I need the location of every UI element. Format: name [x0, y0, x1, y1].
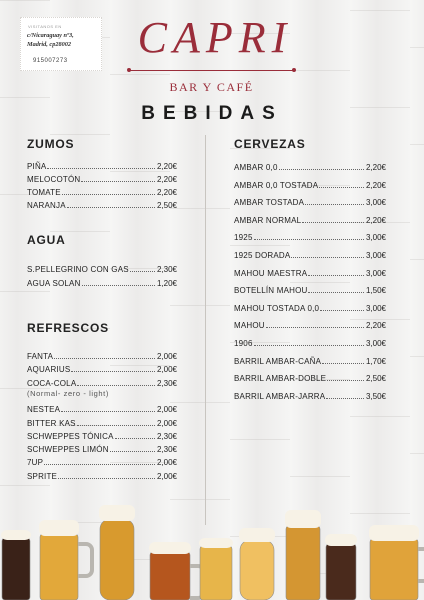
item-price: 2,20€ — [365, 180, 386, 190]
page-title: BEBIDAS — [141, 103, 283, 124]
beer-glasses-row — [0, 500, 424, 600]
item-name: AMBAR 0,0 — [234, 163, 278, 172]
menu-item — [27, 470, 177, 481]
beer-foam — [325, 534, 357, 546]
wood-grain — [170, 305, 230, 306]
phone-number: 915007273 — [33, 58, 68, 64]
item-name: NESTEA — [27, 405, 61, 415]
item-name: MELOCOTÓN — [27, 175, 81, 184]
item-price: 2,20€ — [365, 163, 386, 172]
menu-item — [234, 302, 386, 313]
item-price: 2,30€ — [156, 378, 177, 388]
dot-leader — [47, 168, 154, 169]
item-name: 7UP — [27, 458, 44, 468]
wood-grain — [350, 10, 410, 11]
wood-grain — [350, 416, 410, 417]
dot-leader — [61, 411, 155, 412]
wood-grain — [410, 144, 424, 145]
menu-item — [27, 456, 177, 467]
menu-item — [27, 417, 177, 428]
item-price: 2,20€ — [156, 188, 177, 197]
dot-leader — [77, 425, 155, 426]
address — [27, 31, 74, 49]
wood-grain — [290, 476, 350, 477]
item-name: PIÑA — [27, 162, 47, 171]
dot-leader — [71, 371, 155, 372]
item-name: AMBAR NORMAL — [234, 215, 302, 225]
dot-leader — [320, 310, 364, 311]
item-name: BOTELLÍN MAHOU — [234, 286, 308, 296]
item-price: 2,30€ — [156, 445, 177, 455]
menu-item — [27, 186, 177, 197]
wood-grain — [230, 439, 290, 440]
address-stamp — [20, 17, 102, 71]
brand-underline — [130, 70, 293, 71]
item-price: 2,50€ — [156, 201, 177, 210]
menu-item — [27, 350, 177, 361]
dot-leader — [302, 222, 364, 223]
item-name: BARRIL AMBAR-CAÑA — [234, 356, 322, 366]
wood-grain — [0, 97, 50, 98]
list-zumos — [27, 160, 177, 220]
beer-liquid — [240, 540, 274, 600]
wood-grain — [50, 231, 110, 232]
brand-subtitle: BAR Y CAFÉ — [169, 80, 254, 94]
menu-item — [234, 196, 386, 207]
item-price: 2,20€ — [156, 175, 177, 184]
item-price: 1,20€ — [156, 279, 177, 288]
wood-grain — [170, 402, 230, 403]
menu-item — [234, 337, 386, 348]
beer-foam — [199, 538, 233, 548]
item-price: 2,00€ — [156, 458, 177, 468]
item-price: 3,00€ — [365, 233, 386, 243]
beer-glass — [325, 534, 357, 600]
wood-grain — [410, 356, 424, 357]
item-name: COCA-COLA — [27, 378, 77, 388]
beer-glass — [239, 528, 275, 600]
item-name: AMBAR TOSTADA — [234, 198, 305, 208]
dot-leader — [254, 345, 364, 346]
beer-liquid — [286, 526, 320, 600]
brand-logo: CAPRI — [137, 13, 293, 62]
beer-liquid — [370, 539, 418, 600]
beer-glass — [149, 542, 204, 600]
item-name: FANTA — [27, 352, 54, 361]
beer-glass — [39, 520, 92, 600]
beer-liquid — [100, 519, 134, 600]
wood-grain — [0, 0, 50, 1]
item-price: 1,70€ — [365, 356, 386, 366]
dot-leader — [110, 451, 155, 452]
item-name: 1925 DORADA — [234, 251, 291, 260]
item-price: 2,20€ — [156, 162, 177, 171]
wood-grain — [410, 47, 424, 48]
wood-grain — [410, 259, 424, 260]
dot-leader — [77, 385, 155, 386]
item-name: TOMATE — [27, 188, 61, 197]
menu-item — [27, 363, 177, 374]
menu-item — [234, 319, 386, 330]
item-name: BARRIL AMBAR-DOBLE — [234, 374, 327, 384]
beer-foam — [149, 542, 191, 554]
item-name: 1925 — [234, 233, 253, 243]
item-name: 1906 — [234, 339, 253, 348]
dot-leader — [130, 271, 155, 272]
item-price: 2,30€ — [156, 265, 177, 274]
beer-glass — [369, 525, 424, 600]
item-name: SCHWEPPES LIMÓN — [27, 445, 109, 455]
beer-glass — [1, 530, 31, 600]
dot-leader — [322, 363, 364, 364]
heading-refrescos: REFRESCOS — [27, 321, 109, 335]
list-cervezas — [234, 161, 386, 411]
menu-item — [27, 403, 177, 414]
dot-leader — [62, 194, 155, 195]
menu-item — [234, 179, 386, 190]
dot-leader — [54, 358, 155, 359]
item-name: MAHOU TOSTADA 0,0 — [234, 303, 320, 313]
item-name: AMBAR 0,0 TOSTADA — [234, 180, 319, 190]
menu-item — [234, 284, 386, 295]
item-price: 2,00€ — [156, 352, 177, 361]
beer-glass — [285, 510, 321, 600]
beer-liquid — [40, 534, 78, 600]
beer-glass — [199, 538, 233, 600]
item-name: AGUA SOLAN — [27, 279, 81, 288]
item-price: 3,50€ — [365, 391, 386, 401]
item-name: BARRIL AMBAR-JARRA — [234, 391, 326, 401]
item-name: SCHWEPPES TÓNICA — [27, 431, 114, 441]
menu-item — [27, 173, 177, 184]
dot-leader — [58, 478, 155, 479]
item-price: 2,50€ — [365, 374, 386, 384]
address-line-2: Madrid, cp28002 — [27, 41, 72, 48]
dot-leader — [291, 257, 364, 258]
beer-foam — [239, 528, 275, 542]
beer-glass — [99, 505, 135, 600]
heading-zumos: ZUMOS — [27, 137, 75, 151]
address-line-1: c/Nicaraguay nº3, — [27, 32, 74, 39]
dot-leader — [115, 438, 155, 439]
item-price: 3,00€ — [365, 251, 386, 260]
list-refrescos — [27, 350, 177, 490]
menu-item — [27, 430, 177, 441]
wood-grain — [50, 134, 110, 135]
item-name: BITTER KAS — [27, 418, 76, 428]
item-name: AQUARIUS — [27, 365, 71, 375]
beer-foam — [369, 525, 419, 541]
item-price: 2,00€ — [156, 405, 177, 415]
item-price: 2,30€ — [156, 431, 177, 441]
item-price: 3,00€ — [365, 268, 386, 278]
item-price: 2,00€ — [156, 365, 177, 375]
menu-item — [234, 390, 386, 401]
heading-agua: AGUA — [27, 233, 66, 247]
menu-item — [234, 161, 386, 172]
list-agua — [27, 263, 177, 293]
wood-grain — [290, 70, 350, 71]
menu-item — [234, 355, 386, 366]
mug-handle — [78, 544, 92, 576]
dot-leader — [308, 292, 363, 293]
item-price: 2,00€ — [156, 471, 177, 481]
menu-item — [234, 372, 386, 383]
dot-leader — [319, 187, 364, 188]
menu-item — [234, 214, 386, 225]
dot-leader — [305, 204, 364, 205]
item-price: 3,00€ — [365, 303, 386, 313]
beer-liquid — [326, 544, 356, 600]
menu-item — [234, 249, 386, 260]
heading-cervezas: CERVEZAS — [234, 137, 306, 151]
beer-liquid — [150, 552, 190, 600]
item-price: 2,20€ — [365, 321, 386, 331]
menu-item — [27, 377, 177, 388]
item-price: 2,20€ — [365, 215, 386, 225]
menu-item — [27, 160, 177, 171]
beer-foam — [99, 505, 135, 521]
item-price: 3,00€ — [365, 339, 386, 348]
beer-liquid — [2, 538, 30, 600]
dot-leader — [81, 181, 155, 182]
dot-leader — [279, 169, 364, 170]
wood-grain — [110, 74, 170, 75]
dot-leader — [254, 239, 364, 240]
item-name: NARANJA — [27, 201, 66, 210]
wood-grain — [170, 208, 230, 209]
menu-item — [27, 277, 177, 288]
beer-liquid — [200, 546, 232, 600]
dot-leader — [82, 285, 155, 286]
beer-foam — [1, 530, 31, 540]
item-name: SPRITE — [27, 471, 58, 481]
item-price: 2,00€ — [156, 418, 177, 428]
dot-leader — [327, 380, 364, 381]
menu-item — [27, 263, 177, 274]
item-name: MAHOU — [234, 321, 265, 331]
item-name: S.PELLEGRINO CON GAS — [27, 265, 129, 274]
wood-grain — [410, 453, 424, 454]
item-price: 1,50€ — [365, 286, 386, 296]
wood-grain — [350, 107, 410, 108]
dot-leader — [266, 327, 364, 328]
dot-leader — [308, 275, 364, 276]
refrescos-note: (Normal- zero - light) — [27, 388, 109, 398]
dot-leader — [67, 207, 155, 208]
item-price: 3,00€ — [365, 198, 386, 208]
column-divider — [205, 135, 206, 525]
stamp-label: VISITANOS EN — [28, 24, 62, 29]
menu-item — [27, 199, 177, 210]
mug-handle — [418, 549, 424, 581]
menu-item — [27, 443, 177, 454]
beer-foam — [285, 510, 321, 528]
dot-leader — [326, 398, 364, 399]
menu-item — [234, 231, 386, 242]
dot-leader — [44, 464, 155, 465]
item-name: MAHOU MAESTRA — [234, 268, 308, 278]
beer-foam — [39, 520, 79, 536]
menu-item — [234, 267, 386, 278]
